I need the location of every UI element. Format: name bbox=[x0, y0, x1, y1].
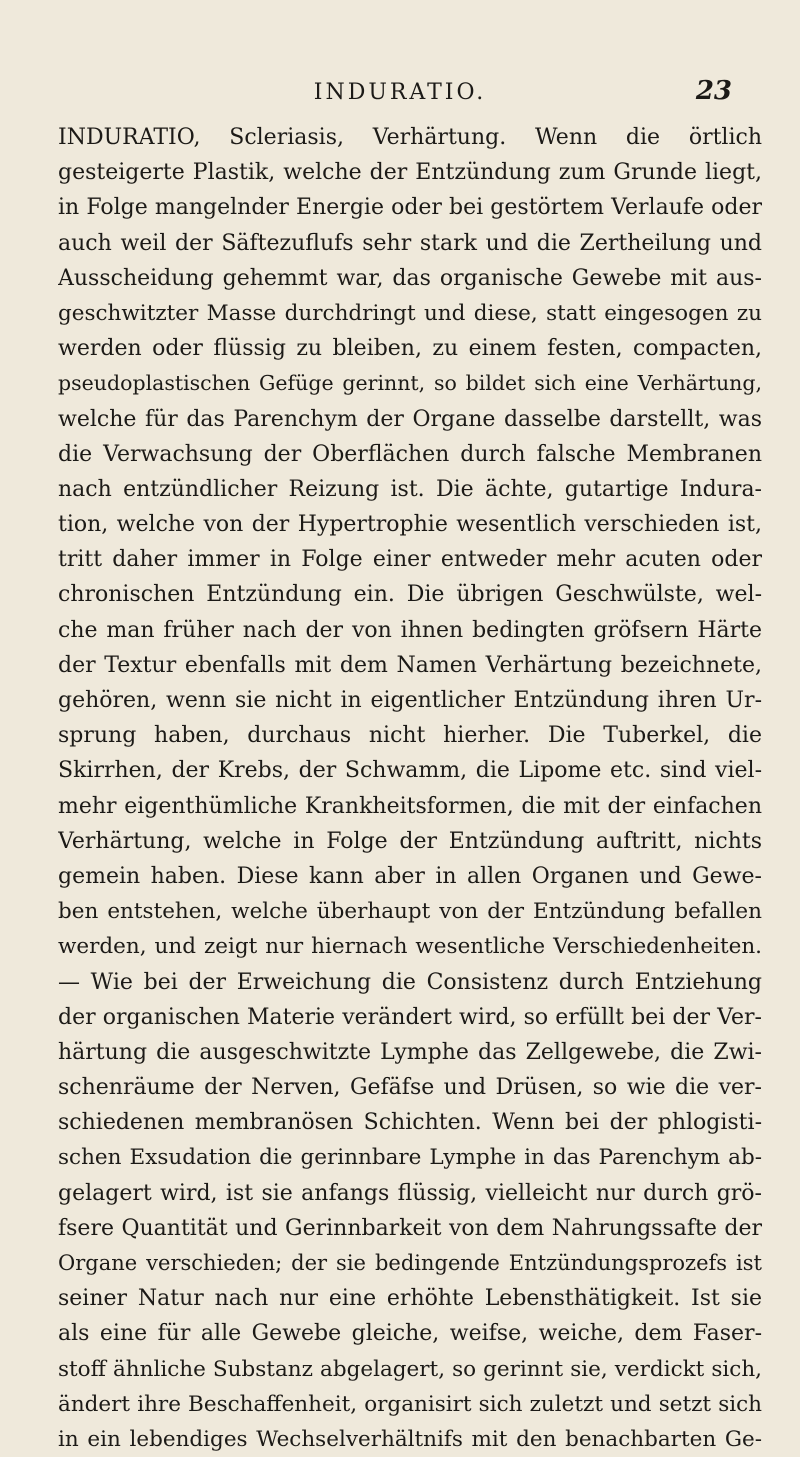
text-line: schiedenen membranösen Schichten. Wenn bei der phlogisti- bbox=[58, 1110, 762, 1136]
text-line: werden oder flüssig zu bleiben, zu einem festen, compacten, bbox=[58, 336, 762, 362]
text-line: tritt daher immer in Folge einer entweder mehr acuten oder bbox=[58, 547, 762, 573]
text-line: stoff ähnliche Substanz abgelagert, so gerinnt sie, verdickt sich, bbox=[58, 1356, 762, 1382]
text-line: sprung haben, durchaus nicht hierher. Die Tuberkel, die bbox=[58, 723, 762, 749]
text-line: fsere Quantität und Gerinnbarkeit von dem Nahrungssafte der bbox=[58, 1215, 762, 1241]
text-line: welche für das Parenchym der Organe dasselbe darstellt, was bbox=[58, 406, 762, 432]
text-line: gelagert wird, ist sie anfangs flüssig, vielleicht nur durch grö- bbox=[58, 1180, 762, 1206]
page-number: 23 bbox=[695, 76, 732, 106]
text-line: pseudoplastischen Gefüge gerinnt, so bildet sich eine Verhärtung, bbox=[58, 371, 762, 396]
text-line: die Verwachsung der Oberflächen durch falsche Membranen bbox=[58, 441, 762, 467]
text-line: INDURATIO, Scleriasis, Verhärtung. Wenn die örtlich bbox=[58, 125, 762, 150]
text-line: ändert ihre Beschaffenheit, organisirt sich zuletzt und setzt sich bbox=[58, 1391, 762, 1417]
running-head-title: INDURATIO. bbox=[313, 80, 487, 105]
text-line: der Textur ebenfalls mit dem Namen Verhärtung bezeichnete, bbox=[58, 652, 762, 678]
text-line: werden, und zeigt nur hiernach wesentliche Verschiedenheiten. bbox=[58, 934, 762, 960]
text-line: geschwitzter Masse durchdringt und diese, statt eingesogen zu bbox=[58, 300, 762, 326]
text-line: in Folge mangelnder Energie oder bei gestörtem Verlaufe oder bbox=[58, 195, 762, 221]
text-line: nach entzündlicher Reizung ist. Die ächte, gutartige Indura- bbox=[58, 476, 762, 502]
text-line: che man früher nach der von ihnen bedingten gröfsern Härte bbox=[58, 617, 762, 643]
text-line: mehr eigenthümliche Krankheitsformen, die mit der einfachen bbox=[58, 793, 762, 819]
text-line: gemein haben. Diese kann aber in allen Organen und Gewe- bbox=[58, 863, 762, 889]
text-line: der organischen Materie verändert wird, so erfüllt bei der Ver- bbox=[58, 1004, 762, 1030]
text-line: Ausscheidung gehemmt war, das organische Gewebe mit aus- bbox=[58, 265, 762, 291]
text-line: gesteigerte Plastik, welche der Entzündung zum Grunde liegt, bbox=[58, 160, 762, 186]
text-line: seiner Natur nach nur eine erhöhte Lebensthätigkeit. Ist sie bbox=[58, 1286, 762, 1312]
text-line: tion, welche von der Hypertrophie wesentlich verschieden ist, bbox=[58, 512, 762, 538]
text-line: härtung die ausgeschwitzte Lymphe das Zellgewebe, die Zwi- bbox=[58, 1039, 762, 1065]
text-line: ben entstehen, welche überhaupt von der Entzündung befallen bbox=[58, 899, 762, 925]
text-line: als eine für alle Gewebe gleiche, weifse, weiche, dem Faser- bbox=[58, 1321, 762, 1347]
text-line: chronischen Entzündung ein. Die übrigen Geschwülste, wel- bbox=[58, 582, 762, 608]
running-head bbox=[0, 76, 800, 116]
text-line: auch weil der Säftezuflufs sehr stark und die Zertheilung und bbox=[58, 230, 762, 256]
text-line: in ein lebendiges Wechselverhältnifs mit den benachbarten Ge- bbox=[58, 1426, 762, 1452]
text-line: schen Exsudation die gerinnbare Lymphe in das Parenchym ab- bbox=[58, 1145, 762, 1171]
text-line: — Wie bei der Erweichung die Consistenz durch Entziehung bbox=[58, 969, 762, 995]
body-text bbox=[58, 120, 762, 1457]
text-line: schenräume der Nerven, Gefäfse und Drüsen, so wie die ver- bbox=[58, 1075, 762, 1101]
text-line: Skirrhen, der Krebs, der Schwamm, die Lipome etc. sind viel- bbox=[58, 758, 762, 784]
text-line: Organe verschieden; der sie bedingende Entzündungsprozefs ist bbox=[58, 1251, 762, 1275]
text-line: Verhärtung, welche in Folge der Entzündung auftritt, nichts bbox=[58, 828, 762, 854]
text-line: gehören, wenn sie nicht in eigentlicher Entzündung ihren Ur- bbox=[58, 688, 762, 713]
